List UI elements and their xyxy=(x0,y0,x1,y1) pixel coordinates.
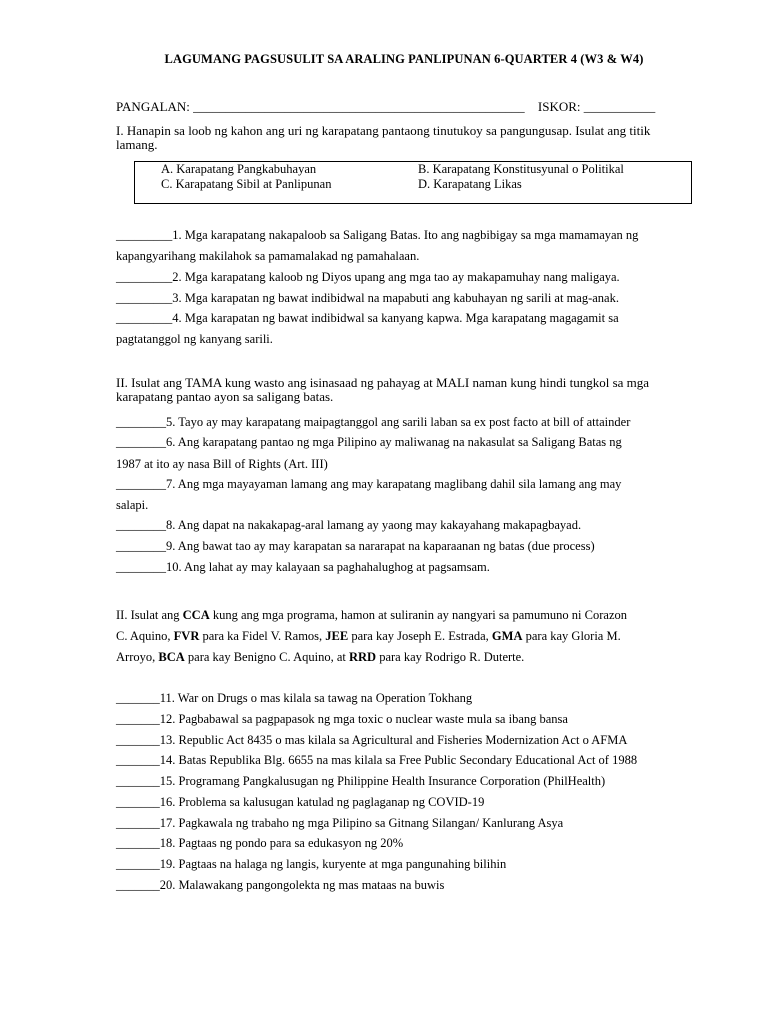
score-field[interactable]: ISKOR: ___________ xyxy=(537,99,656,114)
option-d: D. Karapatang Likas xyxy=(418,177,522,191)
name-score-row xyxy=(116,99,655,115)
question-12: _______12. Pagbabawal sa pagpapasok ng mga toxic o nuclear waste mula sa ibang bansa xyxy=(116,712,568,726)
question-7-cont: salapi. xyxy=(116,498,149,512)
question-4-cont: pagtatanggol ng kanyang sarili. xyxy=(116,332,273,346)
option-c: C. Karapatang Sibil at Panlipunan xyxy=(161,177,332,191)
question-2: _________2. Mga karapatang kaloob ng Diyos upang ang mga tao ay makapamuhay nang maligaya. xyxy=(116,270,620,284)
part3-instruction-line-2: C. Aquino, FVR para ka Fidel V. Ramos, JEE para kay Joseph E. Estrada, GMA para kay Gloria M. xyxy=(116,629,621,643)
option-b: B. Karapatang Konstitusyunal o Politikal xyxy=(418,162,624,176)
question-4: _________4. Mga karapatan ng bawat indibidwal sa kanyang kapwa. Mga karapatang magagamit sa xyxy=(116,311,619,325)
question-1-cont: kapangyarihang makilahok sa pamamalakad ng pamahalaan. xyxy=(116,249,420,263)
part3-instruction-line-1: II. Isulat ang CCA kung ang mga programa, hamon at suliranin ay nangyari sa pamumuno ni Corazon xyxy=(116,608,628,622)
name-field[interactable]: PANGALAN: ___________________________________________________ xyxy=(116,99,525,114)
part3-instruction-line-3: Arroyo, BCA para kay Benigno C. Aquino, at RRD para kay Rodrigo R. Duterte. xyxy=(116,650,525,664)
page-title: LAGUMANG PAGSUSULIT SA ARALING PANLIPUNAN 6-QUARTER 4 (W3 & W4) xyxy=(164,52,644,66)
part2-instruction: II. Isulat ang TAMA kung wasto ang isinasaad ng pahayag at MALI naman kung hindi tungkol sa mga karapatang pantao ayon sa saligang batas. xyxy=(116,375,650,404)
part1-instruction: I. Hanapin sa loob ng kahon ang uri ng karapatang pantaong tinutukoy sa pangungusap. Isulat ang titik lamang. xyxy=(116,123,651,152)
question-5: ________5. Tayo ay may karapatang maipagtanggol ang sarili laban sa ex post facto at bill of attainder xyxy=(116,415,631,429)
question-10: ________10. Ang lahat ay may kalayaan sa paghahalughog at pagsamsam. xyxy=(116,560,490,574)
question-7: ________7. Ang mga mayayaman lamang ang may karapatang maglibang dahil sila lamang ang may xyxy=(116,477,622,491)
question-6: ________6. Ang karapatang pantao ng mga Pilipino ay maliwanag na nakasulat sa Saligang Batas ng xyxy=(116,435,622,449)
option-a: A. Karapatang Pangkabuhayan xyxy=(161,162,317,176)
question-1: _________1. Mga karapatang nakapaloob sa Saligang Batas. Ito ang nagbibigay sa mga mamamayan ng xyxy=(116,228,639,242)
question-13: _______13. Republic Act 8435 o mas kilala sa Agricultural and Fisheries Modernization Act o AFMA xyxy=(116,733,628,747)
question-16: _______16. Problema sa kalusugan katulad ng paglaganap ng COVID-19 xyxy=(116,795,485,809)
question-6-cont: 1987 at ito ay nasa Bill of Rights (Art. III) xyxy=(116,457,328,471)
question-8: ________8. Ang dapat na nakakapag-aral lamang ay yaong may kakayahang makapagbayad. xyxy=(116,518,582,532)
question-3: _________3. Mga karapatan ng bawat indibidwal na mapabuti ang kabuhayan ng sarili at mag-anak. xyxy=(116,291,619,305)
options-box xyxy=(134,161,692,204)
question-11: _______11. War on Drugs o mas kilala sa tawag na Operation Tokhang xyxy=(116,691,473,705)
question-15: _______15. Programang Pangkalusugan ng Philippine Health Insurance Corporation (PhilHealth) xyxy=(116,774,606,788)
question-9: ________9. Ang bawat tao ay may karapatan sa nararapat na kaparaanan ng batas (due process) xyxy=(116,539,595,553)
question-19: _______19. Pagtaas na halaga ng langis, kuryente at mga pangunahing bilihin xyxy=(116,857,507,871)
question-18: _______18. Pagtaas ng pondo para sa edukasyon ng 20% xyxy=(116,836,404,850)
question-14: _______14. Batas Republika Blg. 6655 na mas kilala sa Free Public Secondary Educational Act of 1988 xyxy=(116,753,638,767)
question-17: _______17. Pagkawala ng trabaho ng mga Pilipino sa Gitnang Silangan/ Kanlurang Asya xyxy=(116,816,564,830)
question-20: _______20. Malawakang pangongolekta ng mas mataas na buwis xyxy=(116,878,445,892)
